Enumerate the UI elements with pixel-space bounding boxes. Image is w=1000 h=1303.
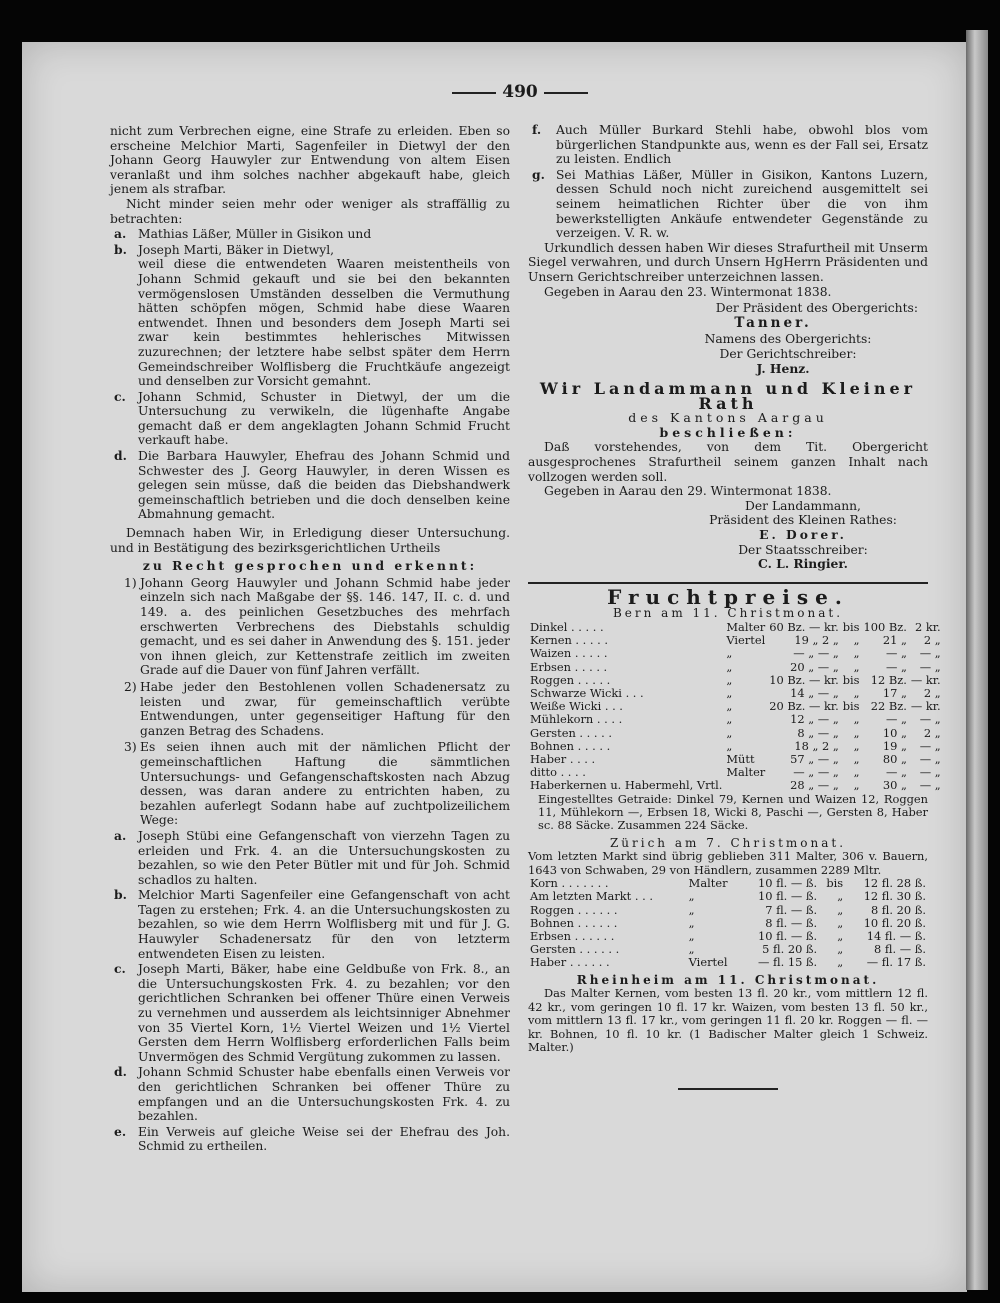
price-cell: 2 „ [923,633,941,648]
item-text: Sei Mathias Läßer, Müller in Gisikon, Kantons Luzern, dessen Schuld noch nicht zureichend ausgemittelt sei seinem heimatlichen Richter über die von ihm bewerkstelligten Ankäufe entwendeter Gegenstände zu verzeigen. V. R. w. [556,167,928,241]
right-column [528,122,941,1090]
rheinheim-text: Das Malter Kernen, vom besten 13 fl. 20 kr., vom mittlern 12 fl. 42 kr., vom geringen 10 fl. 17 kr. Waizen, vom besten 13 fl. 50 kr., vom mittlern 13 fl. 17 kr., vom geringen 11 fl. 20 kr. Roggen — fl. — kr. Bohnen, 10 fl. 10 kr. (1 Badischer Malter gleich 1 Schweiz. Malter.) [528,986,928,1054]
date-line: Gegeben in Aarau den 23. Wintermonat 1838. [544,284,832,299]
price-cell: — „ — „ [793,765,839,780]
price-cell: 2 kr. [915,620,941,634]
price-cell: 18 „ 2 „ [794,738,839,753]
item-marker: 2) [124,679,137,694]
price-cell: Roggen . . . . . [530,672,611,687]
left-column [110,124,510,1154]
price-cell: „ [853,725,860,740]
signature-title: Der Staatsschreiber: [738,542,868,557]
price-cell: „ [726,686,733,701]
paragraph: Demnach haben Wir, in Erledigung dieser Untersuchung. und in Bestätigung des bezirksgerichtlichen Urtheils [110,526,510,555]
item-text: Es seien ihnen auch mit der nämlichen Pflicht der gemeinschaftlichen Haftung die sämmtlichen Untersuchungs- und Gefangenschaftskosten nach Abzug dessen, was daran andere zu entrichten haben, zu bezahlen auferlegt Sodann habe auf zuchtpolizeilichem Wege: [140,740,510,828]
bern-price-table [528,621,943,793]
item-marker: c. [114,388,126,404]
item-text: Die Barbara Hauwyler, Ehefrau des Johann Schmid und Schwester des J. Georg Hauwyler, in deren Wissen es gelegen sein müsse, daß die beiden das Diebshandwerk gemeinschaftlich betrieben und die doch denselben keine Abmahnung gemacht. [138,449,510,522]
price-cell: Korn . . . . . . . [530,876,609,891]
paragraph: Nicht minder seien mehr oder weniger als straffällig zu betrachten: [110,196,510,226]
price-cell: „ [853,633,860,648]
item-marker: 1) [124,575,137,590]
end-rule [678,1088,778,1090]
list-item [110,829,510,887]
price-cell: „ [853,712,860,727]
item-marker: f. [532,122,542,137]
price-cell: „ [726,725,733,740]
market-heading-rheinheim: Rheinheim am 11. Christmonat. [576,972,880,987]
price-cell: — „ [919,752,941,767]
item-marker: b. [114,887,127,903]
price-cell: 8 „ — „ [797,725,839,740]
list-item [110,449,510,522]
page-number: 490 [502,82,538,102]
header-rule-left [452,92,496,94]
price-cell: 10 fl. — ß. [757,929,818,944]
price-cell: „ [688,915,695,930]
list-item [110,243,510,258]
paragraph: Daß vorstehendes, von dem Tit. Obergericht ausgesprochenes Strafurtheil seinem ganzen Inhalt nach vollzogen werden soll. [528,440,928,484]
price-cell: 100 Bz. [863,620,907,634]
price-cell: „ [853,659,860,674]
prices-title: Fruchtpreise. [607,584,849,609]
market-heading-zurich: Zürich am 7. Christmonat. [609,835,847,850]
price-cell: bis [842,620,860,634]
price-cell: — „ [919,778,941,793]
price-cell: Bohnen . . . . . [530,738,611,753]
price-cell: — „ [919,738,941,753]
price-cell: Mütt [726,752,755,767]
paragraph: weil diese die entwendeten Waaren meistentheils von Johann Schmid gekauft und sie bei den bekannten vermögenslosen Umständen desselben die Vermuthung hätten schöpfen mögen, Schmid habe diese Waaren entwendet. Ihnen und besonders dem Joseph Marti sei zwar kein bestimmtes hehlerisches Mitwissen zuzurechnen; der letztere habe selbst später dem Herrn Gemeindschreiber Wolflisberg die Fruchtkäufe angezeigt und denselben zur Vorsicht gemahnt. [138,257,510,389]
price-cell: 28 „ — „ [790,778,839,793]
item-marker: a. [114,226,127,242]
price-cell: Kernen . . . . . [530,633,609,648]
list-item [110,888,510,961]
item-marker: b. [114,241,127,257]
price-cell: Gersten . . . . . [530,725,612,740]
price-cell: „ [726,646,733,661]
price-cell: Malter [726,765,766,780]
price-cell: 20 „ — „ [790,659,839,674]
price-cell: — fl. 15 ß. [757,955,818,970]
council-heading: Wir Landammann und Kleiner Rath [539,379,917,413]
price-cell: 80 „ [882,752,907,767]
price-cell: — „ [885,646,907,661]
paragraph: nicht zum Verbrechen eigne, eine Strafe zu erleiden. Eben so erscheine Melchior Marti, Sagenfeiler in Dietwyl der den Johann Georg Hauwyler zur Entwendung von altem Eisen veranlaßt und ihm solches nachher abgekauft habe, gleich jenem als strafbar. [110,124,510,197]
signature-title: Der Landammann, [745,498,861,513]
price-cell: „ [688,942,695,957]
price-cell: „ [837,915,844,930]
price-cell: „ [726,672,733,687]
price-cell: Haber . . . . [530,752,596,767]
item-marker: 3) [124,740,137,755]
next-page-edge [966,30,988,1290]
price-cell: Viertel [726,633,766,648]
signature-name: E. Dorer. [759,527,847,543]
numbered-item [110,680,510,738]
list-item [110,227,510,242]
list-item [110,1125,510,1154]
price-cell: 7 fl. — ß. [765,902,818,917]
section-divider [528,582,928,584]
signature-name: J. Henz. [756,360,810,376]
price-cell: Gersten . . . . . . [530,942,620,957]
price-cell: „ [726,738,733,753]
price-cell: 60 Bz. — kr. [769,620,839,634]
price-cell: 5 fl. 20 ß. [762,942,818,957]
zurich-intro: Vom letzten Markt sind übrig geblieben 311 Malter, 306 v. Bauern, 1643 von Schwaben, 29 von Händlern, zusammen 2289 Mltr. [528,849,928,877]
numbered-item [110,576,510,678]
price-cell: — „ [919,712,941,727]
price-cell: 12 „ — „ [790,712,839,727]
signature-name: C. L. Ringier. [758,556,848,572]
price-cell: 8 fl. — ß. [874,942,926,957]
item-text: Joseph Stübi eine Gefangenschaft von vierzehn Tagen zu erleiden und Frk. 4. an die Untersuchungskosten zu bezahlen, so wie den Peter Bütler mit und für Joh. Schmid schadlos zu halten. [138,828,510,887]
price-cell: — kr. [910,672,941,687]
item-text: Johann Georg Hauwyler und Johann Schmid habe jeder einzeln sich nach Maßgabe der §§. 146. 147, II. c. d. und 149. a. des peinlichen Gesetzbuches des mehrfach erschwerten Verbrechens des Diebstahls schuldig gemacht, und es sei daher in Anwendung des §. 151. jeder von ihnen gleich, zur Kettenstrafe zeitlich im zweiten Grade auf die Dauer von fünf Jahren verfällt. [140,575,510,678]
price-cell: 20 Bz. — kr. [769,699,839,714]
price-cell: Malter [688,876,728,891]
price-row [528,647,943,660]
price-row [528,727,943,740]
price-cell: — „ [885,712,907,727]
price-cell: Malter [726,620,766,634]
price-cell: 21 „ [882,633,907,648]
signature-title: Der Präsident des Obergerichts: [715,301,918,316]
list-item [528,123,928,167]
price-cell: 19 „ 2 „ [794,633,839,648]
price-cell: Haber . . . . . . [530,955,610,970]
price-row [528,890,928,903]
price-cell: „ [853,765,860,780]
price-cell: — fl. 17 ß. [866,955,926,970]
price-cell: 10 „ [882,725,907,740]
price-cell: 57 „ — „ [790,752,839,767]
price-cell: Waizen . . . . . [530,646,608,661]
item-marker: d. [114,448,127,464]
canton-heading: des Kantons Aargau [628,410,828,426]
signature-name: Tanner. [734,314,812,331]
price-cell: — „ — „ [793,646,839,661]
price-cell: 30 „ [882,778,907,793]
price-cell: 14 fl. — ß. [866,929,926,944]
item-text: Habe jeder den Bestohlenen vollen Schadenersatz zu leisten und zwar, für gemeinschaftlich verübte Entwendungen, unter gegenseitiger Haftung für den ganzen Betrag des Schadens. [140,679,510,738]
price-cell: Erbsen . . . . . . [530,929,615,944]
price-cell: 12 fl. 28 ß. [863,876,926,891]
price-cell: 10 Bz. — kr. [769,672,839,687]
price-cell: 14 „ — „ [790,686,839,701]
item-text: Mathias Läßer, Müller in Gisikon und [138,227,372,242]
price-cell: ditto . . . . [530,765,586,780]
price-cell: — „ [885,659,907,674]
price-cell: 8 fl. — ß. [765,915,818,930]
item-text: Ein Verweis auf gleiche Weise sei der Ehefrau des Joh. Schmid zu ertheilen. [138,1124,510,1154]
price-cell: „ [688,929,695,944]
list-item [110,390,510,448]
page-header [440,82,600,108]
price-cell: 12 Bz. [870,672,907,687]
price-cell: „ [853,686,860,701]
numbered-item [110,740,510,828]
item-marker: a. [114,827,127,843]
signature-title: Namens des Obergerichts: [704,332,872,347]
price-cell: Weiße Wicki . . . [530,699,623,714]
price-cell: „ [853,738,860,753]
price-cell: Roggen . . . . . . [530,902,618,917]
price-cell: Dinkel . . . . . [530,620,604,634]
item-text: Joseph Marti, Bäker, habe eine Geldbuße von Frk. 8., an die Untersuchungskosten Frk. 4. zu bezahlen; vor den gerichtlichen Schranken bei offener Thüre einen Verweis zu vernehmen und ausserdem als leichtsinniger Abnehmer von 35 Viertel Korn, 1½ Viertel Weizen und 1½ Viertel Gersten dem Herrn Wolflisberg erforderlichen Falls beim Unvermögen des Schmid Vergütung zukommen zu lassen. [138,962,510,1064]
verdict-heading: zu Recht gesprochen und erkennt: [142,558,478,574]
price-cell: 10 fl. — ß. [757,876,818,891]
market-heading-bern: Bern am 11. Christmonat. [612,606,844,621]
price-cell: Am letzten Markt . . . [530,889,653,904]
price-cell: 2 „ [923,686,941,701]
price-cell [724,779,767,792]
price-cell: „ [837,955,844,970]
list-item [528,168,928,241]
price-cell: Bohnen . . . . . . [530,915,618,930]
price-cell: — „ [919,765,941,780]
price-cell: „ [688,902,695,917]
price-cell: 10 fl. — ß. [757,889,818,904]
paragraph: Urkundlich dessen haben Wir dieses Strafurtheil mit Unserm Siegel verwahren, und durch Unsern HgHerrn Präsidenten und Unsern Gerichtschreiber unterzeichnen lassen. [528,240,928,284]
list-item [110,962,510,1064]
resolution-heading: beschließen: [659,424,797,440]
header-rule-right [544,92,588,94]
price-cell: — „ [919,659,941,674]
item-text: Joseph Marti, Bäker in Dietwyl, [138,242,335,257]
item-marker: d. [114,1064,127,1080]
price-row [528,661,943,674]
price-cell: „ [853,646,860,661]
price-cell: „ [837,929,844,944]
price-cell: Mühlekorn . . . . [530,712,623,727]
price-cell: 8 fl. 20 ß. [870,902,926,917]
price-row [528,956,928,969]
price-row [528,713,943,726]
price-cell: 2 „ [923,725,941,740]
item-marker: e. [114,1123,127,1139]
price-cell: bis [842,699,860,714]
price-cell: „ [853,778,860,793]
price-cell: Schwarze Wicki . . . [530,686,644,701]
price-cell: „ [837,942,844,957]
list-item [110,1065,510,1123]
price-cell: „ [726,659,733,674]
item-marker: g. [532,166,545,182]
price-cell: „ [726,712,733,727]
item-marker: c. [114,961,126,977]
price-row [528,779,943,792]
price-cell: — „ [919,646,941,661]
zurich-price-table [528,877,928,969]
price-cell: 22 Bz. [870,699,907,714]
price-cell: „ [688,889,695,904]
item-text: Auch Müller Burkard Stehli habe, obwohl blos vom bürgerlichen Standpunkte aus, wenn es der Fall sei, Ersatz zu leisten. Endlich [556,123,928,167]
price-cell: Haberkernen u. Habermehl, Vrtl. [530,778,723,793]
bern-summary: Eingestelltes Getraide: Dinkel 79, Kernen und Waizen 12, Roggen 11, Mühlekorn —, Erbsen 18, Wicki 8, Paschi —, Gersten 8, Haber sc. 88 Säcke. Zusammen 224 Säcke. [538,791,928,833]
price-cell: „ [837,889,844,904]
item-text: Johann Schmid Schuster habe ebenfalls einen Verweis vor den gerichtlichen Schranken bei offener Thüre zu empfangen und an die Untersuchungskosten Frk. 4. zu bezahlen. [138,1065,510,1124]
price-cell: 12 fl. 30 ß. [863,889,926,904]
price-cell: „ [837,902,844,917]
signature-title: Der Gerichtschreiber: [719,346,857,361]
price-row [528,904,928,917]
price-cell: 10 fl. 20 ß. [863,915,926,930]
price-cell: „ [853,752,860,767]
price-cell: 17 „ [882,686,907,701]
signature-title: Präsident des Kleinen Rathes: [709,513,897,528]
price-cell: — kr. [910,699,941,714]
item-text: Johann Schmid, Schuster in Dietwyl, der um die Untersuchung zu verwikeln, die lügenhafte Angabe gemacht daß er dem angeklagten Johann Schmid Frucht verkauft habe. [138,389,510,448]
price-cell: „ [726,699,733,714]
price-cell: bis [826,876,844,891]
item-text: Melchior Marti Sagenfeiler eine Gefangenschaft von acht Tagen zu erstehen; Frk. 4. an die Untersuchungskosten zu bezahlen, so wie dem Herrn Wolflisberg mit und für J. G. Hauwyler Schadenersatz für den von letzterm entwendeten Eisen zu leisten. [138,888,510,961]
price-cell: bis [842,672,860,687]
price-cell: 19 „ [882,738,907,753]
date-line: Gegeben in Aarau den 29. Wintermonat 1838. [544,484,832,499]
price-cell: Viertel [688,955,728,970]
price-cell: — „ [885,765,907,780]
price-cell: Erbsen . . . . . [530,659,608,674]
